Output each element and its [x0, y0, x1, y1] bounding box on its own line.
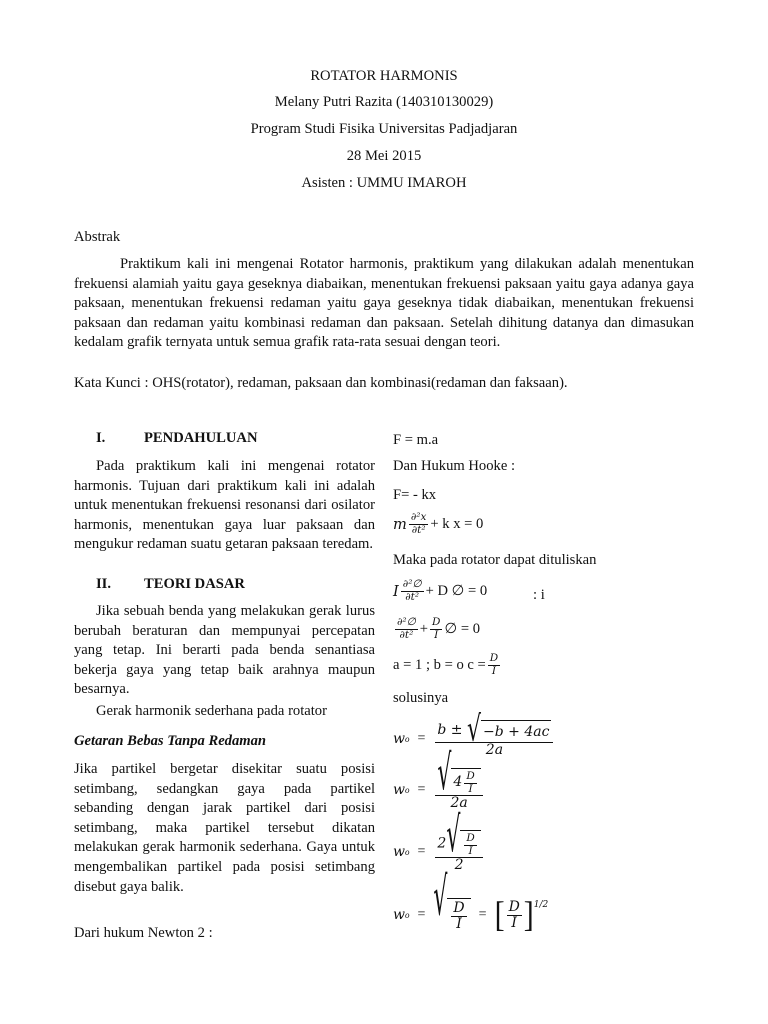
abstract-heading: Abstrak	[74, 229, 121, 245]
author-line: Melany Putri Razita (140310130029)	[274, 94, 494, 110]
eq-motion: m $\frac{\text{∂²x}}{\text{∂t²}}$ + k x = 0	[393, 511, 484, 536]
paper-title: ROTATOR HARMONIS	[310, 68, 458, 84]
keywords-line: Kata Kunci : OHS(rotator), redaman, paksaan dan kombinasi(redaman dan faksaan).	[74, 375, 568, 391]
eq-solution-2: w o = √ 4 $\frac{D}{I}$ 2a	[393, 768, 485, 811]
coef-line: a = 1 ; b = o c =	[393, 656, 486, 673]
newton-line: Dari hukum Newton 2 :	[74, 925, 213, 941]
assistant-line: Asisten : UMMU IMAROH	[301, 175, 467, 191]
solution-line: solusinya	[393, 690, 449, 706]
abstract-body: Praktikum kali ini mengenai Rotator harmonis, praktikum yang dilakukan adalah menentukan frekuensi alamiah yaitu gaya geseknya diabaikan, menentukan frekuensi paksaan yaitu gaya adanya gaya paksaan, menentukan frekuensi redaman yaitu gaya geseknya tidak diabaikan, menentukan frekuensi paksaan dan redaman yaitu kombinasi redaman dan paksaan. Setelah dihitung datanya dan dimasukan kedalam grafik ternyata untuk semua grafik rata-rata sesuai dengan teori.	[74, 256, 694, 351]
section1-number: I.	[96, 430, 106, 446]
coefficients: a = 1 ; b = o c = $\frac{D}{I}$	[393, 652, 499, 677]
eq-motion-rest: + k x = 0	[430, 515, 484, 532]
section2-title: TEORI DASAR	[144, 576, 245, 592]
eq-rotator2-rest: ∅ = 0	[444, 621, 480, 638]
eq-rotator: I $\frac{\text{∂²∅}}{\text{∂t²}}$ + D ∅ = 0	[393, 578, 488, 603]
subsection-body: Jika partikel bergetar disekitar suatu posisi setimbang, sedangkan gaya pada partikel sebanding dengan jarak partikel dari posisi setimbang, maka partikel tersebut dikatan melakukan gerak harmonik sederhana. Gaya untuk mengembalikan partikel pada posisi setimbang disebut gaya balik.	[74, 761, 375, 895]
eq-rotator-normalized: $\frac{\text{∂²∅}}{\text{∂t²}}$ + $\frac{D}{I}$ ∅ = 0	[397, 616, 480, 641]
rotator-line: Maka pada rotator dapat dituliskan	[393, 552, 597, 568]
section2-line: Gerak harmonik sederhana pada rotator	[96, 703, 327, 719]
eq-newton: F = m.a	[393, 432, 439, 448]
eq-hooke: F= - kx	[393, 487, 437, 503]
section2-body: Jika sebuah benda yang melakukan gerak lurus berubah beraturan dan mempunyai percepatan yang tetap. Ini berarti pada benda senantiasa bekerja gaya yang tetap baik arahnya maupun besarnya.	[74, 603, 375, 698]
subsection-title: Getaran Bebas Tanpa Redaman	[74, 733, 267, 749]
section1-body: Pada praktikum kali ini mengenai rotator harmonis. Tujuan dari praktikum kali ini adalah untuk menentukan frekuensi resonansi dari osilator harmonis, menentukan gaya luar paksaan dan mengukur redaman suatu getaran paksaan teredam.	[74, 458, 375, 553]
eq-solution-1: w o = b ± √ −b + 4ac 2a	[393, 720, 555, 758]
eq-solution-4: w o = √ $\frac{D}{I}$ = [ $\frac{D}{I}$ ] 1/2	[393, 868, 549, 935]
section2-number: II.	[96, 576, 112, 592]
eq-rotator-note: : i	[533, 587, 545, 603]
section1-title: PENDAHULUAN	[144, 430, 258, 446]
eq-rotator-rest: + D ∅ = 0	[425, 583, 488, 600]
date-line: 28 Mei 2015	[346, 148, 422, 164]
affiliation-line: Program Studi Fisika Universitas Padjadjaran	[250, 121, 518, 137]
hooke-line: Dan Hukum Hooke :	[393, 458, 516, 474]
eq-solution-3: w o = 2 √ $\frac{D}{I}$ 2	[393, 830, 485, 873]
